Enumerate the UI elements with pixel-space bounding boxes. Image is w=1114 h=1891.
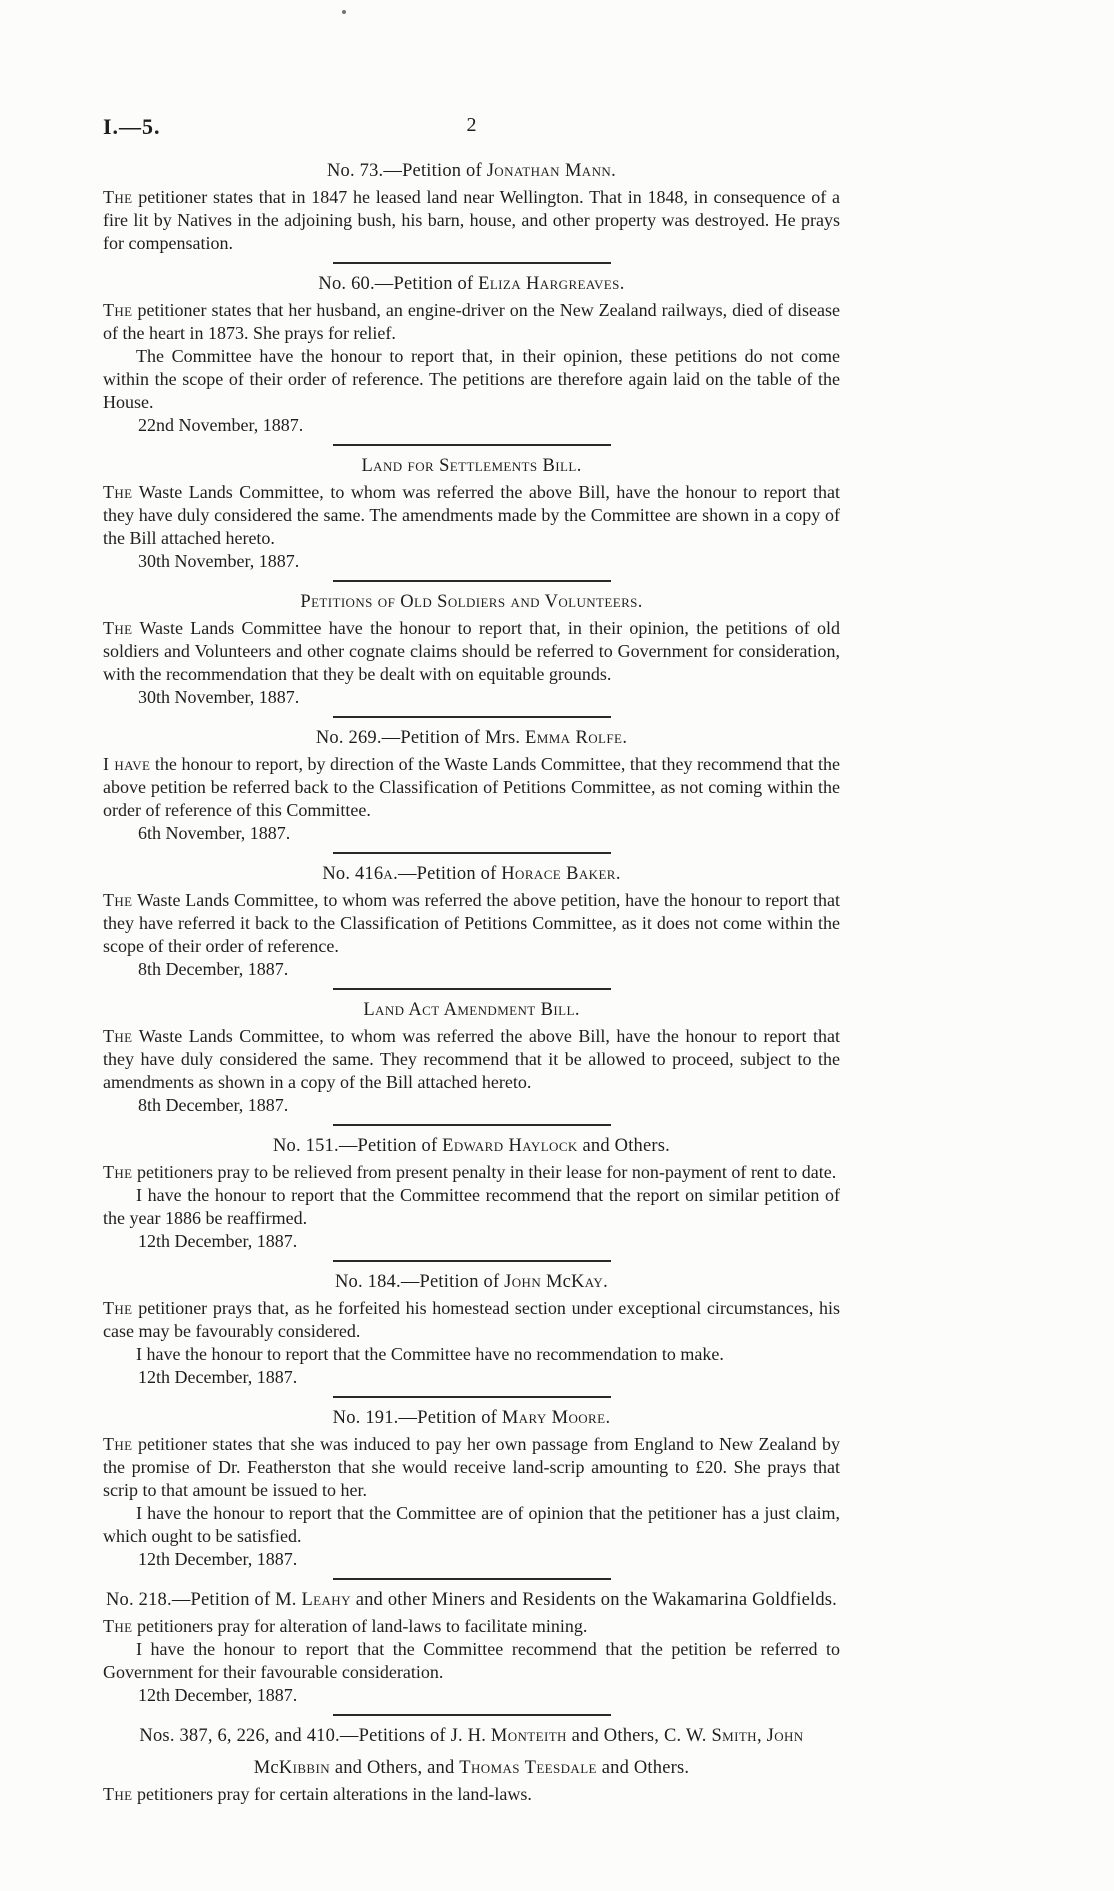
small-caps-text: The xyxy=(103,1026,133,1046)
paragraph xyxy=(103,1297,840,1343)
small-caps-text: Edward Haylock xyxy=(442,1136,578,1156)
text-run: . xyxy=(619,274,625,294)
small-caps-text: Leahy xyxy=(301,1590,351,1610)
report-section xyxy=(103,591,840,709)
small-caps-text: The xyxy=(103,300,133,320)
small-caps-text: The xyxy=(103,890,133,910)
text-run: Waste Lands Committee, to whom was referred the above Bill, have the honour to report that they have duly considered the same. The amendments made by the Committee are shown in a copy of the Bill attached hereto. xyxy=(103,482,840,548)
text-run: Mc xyxy=(541,1272,572,1292)
section-separator xyxy=(333,1714,611,1716)
text-run: petitioner states that her husband, an engine-driver on the New Zealand railways, died of disease of the heart in 1873. She prays for relief. xyxy=(103,300,840,343)
section-heading xyxy=(103,1271,840,1294)
paragraph xyxy=(103,753,840,822)
text-run: and Others. xyxy=(596,1758,690,1778)
small-caps-text: Petitions of Old Soldiers and Volunteers xyxy=(300,592,638,612)
section-separator xyxy=(333,1396,611,1398)
section-heading xyxy=(103,455,840,478)
paragraph xyxy=(103,299,840,345)
small-caps-text: Thomas Teesdale xyxy=(459,1758,597,1778)
small-caps-text: The xyxy=(103,618,133,638)
section-heading xyxy=(103,727,840,750)
text-run: I have the honour to report that the Committee recommend that the report on similar petition of the year 1886 be reaffirmed. xyxy=(103,1185,840,1228)
paragraph xyxy=(103,1783,840,1806)
text-run: . xyxy=(611,161,616,181)
small-caps-text: John xyxy=(766,1726,804,1746)
date-line: 8th December, 1887. xyxy=(138,959,289,979)
small-caps-text: Jonathan Mann xyxy=(486,161,612,181)
section-heading xyxy=(103,591,840,614)
date-line: 30th November, 1887. xyxy=(138,551,300,571)
text-run: Waste Lands Committee have the honour to report that, in their opinion, the petitions of old soldiers and Volunteers and other cognate claims should be referred to Government for consideration, with the recommendation that they be dealt with on equitable grounds. xyxy=(103,618,840,684)
section-separator xyxy=(333,1578,611,1580)
text-run: and Others. xyxy=(577,1136,670,1156)
text-run: No. 151.—Petition of xyxy=(273,1136,443,1156)
text-run: petitioners pray for alteration of land-laws to facilitate mining. xyxy=(132,1616,588,1636)
text-run: Waste Lands Committee, to whom was referred the above Bill, have the honour to report that they have duly considered the same. They recommend that it be allowed to proceed, subject to the amendments as shown in a copy of the Bill attached hereto. xyxy=(103,1026,840,1092)
paragraph xyxy=(103,1433,840,1502)
section-heading xyxy=(103,999,840,1022)
report-section xyxy=(103,1135,840,1253)
paragraph xyxy=(103,1502,840,1548)
text-run: No. 416 xyxy=(322,864,384,884)
small-caps-text: The xyxy=(103,1162,133,1182)
section-heading xyxy=(103,1589,840,1612)
text-run: . xyxy=(574,1000,580,1020)
text-run: . xyxy=(603,1272,608,1292)
small-caps-text: The xyxy=(103,1298,133,1318)
section-separator xyxy=(333,1124,611,1126)
text-run: Mc xyxy=(253,1758,279,1778)
section-separator xyxy=(333,262,611,264)
document-reference: I.—5. xyxy=(103,114,161,139)
small-caps-text: Kay xyxy=(571,1272,604,1292)
paragraph xyxy=(103,889,840,958)
small-caps-text: Mary Moore xyxy=(501,1408,606,1428)
section-separator xyxy=(333,716,611,718)
text-run: . xyxy=(605,1408,611,1428)
section-heading xyxy=(103,1725,840,1748)
text-run: . xyxy=(622,728,628,748)
text-run: .—Petition of xyxy=(393,864,502,884)
section-heading xyxy=(103,1407,840,1430)
report-section xyxy=(103,1407,840,1571)
date-line: 12th December, 1887. xyxy=(138,1549,298,1569)
date-line: 12th December, 1887. xyxy=(138,1231,298,1251)
date-line: 12th December, 1887. xyxy=(138,1367,298,1387)
page-header xyxy=(103,112,840,144)
section-separator xyxy=(333,988,611,990)
text-run: petitioner states that she was induced to pay her own passage from England to New Zealand by the promise of Dr. Featherston that she would receive land-scrip amounting to £20. She prays that scrip to that amount be issued to her. xyxy=(103,1434,840,1500)
small-caps-text: The xyxy=(103,1616,133,1636)
small-caps-text: The xyxy=(103,1434,133,1454)
small-caps-text: a xyxy=(383,864,394,884)
section-separator xyxy=(333,1260,611,1262)
small-caps-text: Smith xyxy=(711,1726,757,1746)
small-caps-text: The xyxy=(103,482,133,502)
text-run: The Committee have the honour to report that, in their opinion, these petitions do not come within the scope of their order of reference. The petitions are therefore again laid on the table of the House. xyxy=(103,346,840,412)
report-section xyxy=(103,1725,840,1806)
paragraph xyxy=(103,481,840,550)
text-run: I have the honour to report that the Committee have no recommendation to make. xyxy=(136,1344,724,1364)
small-caps-text: Horace Baker xyxy=(501,864,616,884)
text-run: No. 269.—Petition of Mrs. xyxy=(315,728,526,748)
paragraph xyxy=(103,1343,840,1366)
small-caps-text: Land Act Amendment Bill xyxy=(363,1000,575,1020)
text-run: No. 191.—Petition of xyxy=(332,1408,502,1428)
report-section xyxy=(103,273,840,437)
text-run: Nos. 387, 6, 226, and 410.—Petitions of J. H. xyxy=(139,1726,491,1746)
small-caps-text: Kibbin xyxy=(278,1758,330,1778)
section-heading xyxy=(103,863,840,886)
section-heading xyxy=(103,160,840,183)
report-section xyxy=(103,160,840,255)
section-separator xyxy=(333,444,611,446)
report-section xyxy=(103,727,840,845)
section-heading xyxy=(103,1135,840,1158)
report-section xyxy=(103,455,840,573)
text-run: , xyxy=(756,1726,767,1746)
text-run: petitioners pray for certain alterations in the land-laws. xyxy=(132,1784,532,1804)
text-run: and Others, C. W. xyxy=(566,1726,712,1746)
page-number: 2 xyxy=(466,114,477,136)
text-run: No. 218.—Petition of M. xyxy=(106,1590,302,1610)
date-line: 22nd November, 1887. xyxy=(138,415,304,435)
text-run: No. 60.—Petition of xyxy=(318,274,479,294)
text-run: and other Miners and Residents on the Wakamarina Goldfields. xyxy=(350,1590,837,1610)
report-section xyxy=(103,999,840,1117)
small-caps-text: The xyxy=(103,1784,133,1804)
section-heading xyxy=(103,273,840,296)
section-heading xyxy=(103,1757,840,1780)
small-caps-text: Eliza Hargreaves xyxy=(478,274,620,294)
text-run: the honour to report, by direction of the Waste Lands Committee, that they recommend that the above petition be referred back to the Classification of Petitions Committee, as not coming within the order of reference of this Committee. xyxy=(103,754,840,820)
paragraph xyxy=(103,1638,840,1684)
small-caps-text: Land for Settlements Bill xyxy=(361,456,577,476)
section-separator xyxy=(333,580,611,582)
text-run: . xyxy=(615,864,621,884)
sections xyxy=(103,160,840,1806)
paragraph xyxy=(103,617,840,686)
page-content xyxy=(103,112,840,1806)
report-section xyxy=(103,863,840,981)
text-run: . xyxy=(576,456,582,476)
section-separator xyxy=(333,852,611,854)
paragraph xyxy=(103,345,840,414)
small-caps-text: Emma Rolfe xyxy=(525,728,623,748)
text-run: petitioner states that in 1847 he leased land near Wellington. That in 1848, in consequence of a fire lit by Natives in the adjoining bush, his barn, house, and other property was destroyed. He prays for compensation. xyxy=(103,187,840,253)
paragraph xyxy=(103,1025,840,1094)
small-caps-text: Monteith xyxy=(490,1726,567,1746)
small-caps-text: I have xyxy=(103,754,151,774)
date-line: 12th December, 1887. xyxy=(138,1685,298,1705)
paragraph xyxy=(103,1184,840,1230)
text-run: No. 184.—Petition of xyxy=(335,1272,505,1292)
report-section xyxy=(103,1589,840,1707)
small-caps-text: The xyxy=(103,187,133,207)
date-line: 6th November, 1887. xyxy=(138,823,291,843)
text-run: Waste Lands Committee, to whom was referred the above petition, have the honour to report that they have referred it back to the Classification of Petitions Committee, as it does not come within the scope of their order of reference. xyxy=(103,890,840,956)
date-line: 8th December, 1887. xyxy=(138,1095,289,1115)
small-caps-text: John xyxy=(504,1272,542,1292)
scan-speck xyxy=(342,10,346,14)
text-run: and Others, and xyxy=(330,1758,460,1778)
paragraph xyxy=(103,186,840,255)
paragraph xyxy=(103,1615,840,1638)
report-section xyxy=(103,1271,840,1389)
text-run: No. 73.—Petition of xyxy=(326,161,487,181)
paragraph xyxy=(103,1161,840,1184)
date-line: 30th November, 1887. xyxy=(138,687,300,707)
text-run: . xyxy=(637,592,643,612)
text-run: petitioner prays that, as he forfeited his homestead section under exceptional circumstances, his case may be favourably considered. xyxy=(103,1298,840,1341)
text-run: I have the honour to report that the Committee are of opinion that the petitioner has a just claim, which ought to be satisfied. xyxy=(103,1503,840,1546)
text-run: I have the honour to report that the Committee recommend that the petition be referred to Government for their favourable consideration. xyxy=(103,1639,840,1682)
text-run: petitioners pray to be relieved from present penalty in their lease for non-payment of rent to date. xyxy=(132,1162,837,1182)
